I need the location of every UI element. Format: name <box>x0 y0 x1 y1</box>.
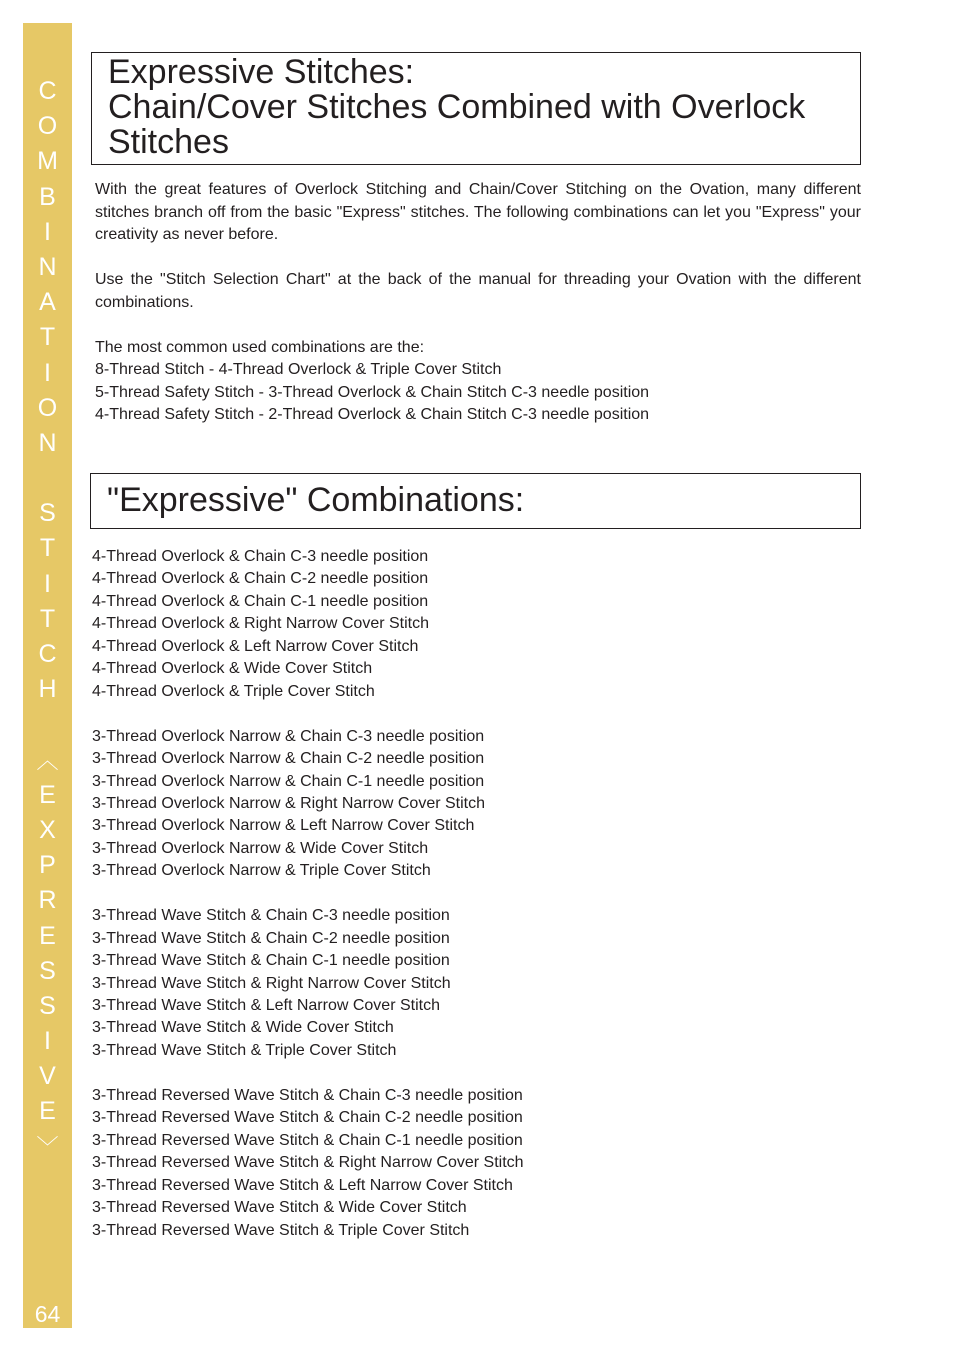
side-tab-letter: ︿ <box>36 747 59 773</box>
combination-item: 4-Thread Overlock & Chain C-2 needle position <box>92 570 429 588</box>
side-tab-letter: M <box>37 147 58 176</box>
side-tab-letter: H <box>38 675 57 704</box>
combination-item: 3-Thread Reversed Wave Stitch & Triple Cover Stitch <box>92 1221 470 1239</box>
side-tab-letter: I <box>44 569 51 598</box>
side-tab-letter: C <box>38 77 57 105</box>
page-title-box <box>91 52 861 165</box>
combination-item: 3-Thread Reversed Wave Stitch & Chain C-3 needle position <box>92 1086 523 1104</box>
side-tab-letter: E <box>39 921 56 950</box>
common-heading: The most common used combinations are the: <box>95 338 425 356</box>
combination-item: 3-Thread Reversed Wave Stitch & Wide Cover Stitch <box>92 1199 467 1217</box>
side-tab-letter: S <box>39 991 56 1020</box>
side-tab-letters <box>23 74 72 1165</box>
combination-item: 3-Thread Reversed Wave Stitch & Chain C-1 needle position <box>92 1131 523 1149</box>
combination-item: 3-Thread Overlock Narrow & Triple Cover Stitch <box>92 862 431 880</box>
side-tab-letter: S <box>39 499 56 528</box>
combination-item: 4-Thread Overlock & Chain C-1 needle position <box>92 592 429 610</box>
combination-item: 4-Thread Overlock & Chain C-3 needle position <box>92 548 429 565</box>
side-tab-letter: S <box>39 956 56 985</box>
side-tab-letter: I <box>44 1027 51 1056</box>
combination-item: 3-Thread Overlock Narrow & Right Narrow Cover Stitch <box>92 794 486 812</box>
section-title-box <box>90 473 861 529</box>
side-tab-letter: R <box>38 886 57 915</box>
side-tab-letter: E <box>39 1097 56 1126</box>
side-tab-letter: O <box>37 393 58 422</box>
side-tab-letter: E <box>39 780 56 809</box>
side-tab-letter: X <box>39 815 56 844</box>
side-tab-letter: V <box>39 1062 56 1091</box>
side-tab-letter: I <box>44 217 51 246</box>
side-tab-letter: N <box>38 428 57 457</box>
combination-item: 3-Thread Wave Stitch & Chain C-2 needle position <box>92 929 450 947</box>
combination-item: 4-Thread Overlock & Wide Cover Stitch <box>92 660 373 678</box>
intro-paragraph-1: With the great features of Overlock Stitching and Chain/Cover Stitching on the Ovation, many different stitches branch off from the basic "Express" stitches. The following combinations can let you "Express" your creativity as never before. <box>95 181 861 243</box>
combination-item: 3-Thread Wave Stitch & Right Narrow Cover Stitch <box>92 974 451 992</box>
combination-item: 4-Thread Overlock & Left Narrow Cover Stitch <box>92 637 419 655</box>
page-title-line-2: Chain/Cover Stitches Combined with Overlock <box>108 88 806 126</box>
common-combinations <box>95 337 861 427</box>
side-tab-letter: T <box>39 323 56 352</box>
common-item: 5-Thread Safety Stitch - 3-Thread Overlock & Chain Stitch C-3 needle position <box>95 383 650 401</box>
combination-item: 3-Thread Wave Stitch & Triple Cover Stitch <box>92 1041 397 1059</box>
combination-group <box>92 1085 852 1242</box>
intro-paragraph-2: Use the "Stitch Selection Chart" at the back of the manual for threading your Ovation with the different combinations. <box>95 271 861 311</box>
combination-group <box>92 905 852 1062</box>
combination-item: 4-Thread Overlock & Triple Cover Stitch <box>92 682 375 700</box>
page-title <box>108 55 805 160</box>
side-tab <box>23 23 72 1328</box>
combination-item: 3-Thread Wave Stitch & Chain C-3 needle position <box>92 907 450 925</box>
combination-item: 3-Thread Overlock Narrow & Wide Cover Stitch <box>92 839 429 857</box>
combination-item: 3-Thread Reversed Wave Stitch & Right Narrow Cover Stitch <box>92 1154 524 1172</box>
side-tab-letter: I <box>44 358 51 387</box>
combination-item: 3-Thread Overlock Narrow & Left Narrow Cover Stitch <box>92 817 475 835</box>
combination-item: 3-Thread Overlock Narrow & Chain C-3 needle position <box>92 727 485 745</box>
common-item: 4-Thread Safety Stitch - 2-Thread Overlock & Chain Stitch C-3 needle position <box>95 406 650 423</box>
combination-item: 4-Thread Overlock & Right Narrow Cover Stitch <box>92 615 429 633</box>
side-tab-letter: P <box>39 851 56 880</box>
side-tab-letter: N <box>38 252 57 281</box>
side-tab-letter: T <box>39 604 56 633</box>
intro-section <box>95 179 861 427</box>
combination-item: 3-Thread Overlock Narrow & Chain C-1 needle position <box>92 772 485 790</box>
side-tab-letter: O <box>37 112 58 141</box>
combination-item: 3-Thread Reversed Wave Stitch & Left Narrow Cover Stitch <box>92 1176 513 1194</box>
side-tab-letter: C <box>38 640 57 668</box>
combination-item: 3-Thread Wave Stitch & Left Narrow Cover Stitch <box>92 997 440 1015</box>
side-tab-letter: A <box>39 288 56 317</box>
section-title: "Expressive" Combinations: <box>107 481 525 519</box>
combination-item: 3-Thread Wave Stitch & Chain C-1 needle position <box>92 952 450 970</box>
page-title-line-3: Stitches <box>108 123 229 161</box>
combination-list <box>92 546 852 1242</box>
common-item: 8-Thread Stitch - 4-Thread Overlock & Triple Cover Stitch <box>95 361 502 378</box>
side-tab-letter: T <box>39 534 56 563</box>
combination-group <box>92 726 852 883</box>
page-number: 64 <box>34 1301 61 1327</box>
combination-item: 3-Thread Wave Stitch & Wide Cover Stitch <box>92 1019 394 1037</box>
combination-item: 3-Thread Overlock Narrow & Chain C-2 needle position <box>92 750 485 768</box>
side-tab-letter: ﹀ <box>36 1134 59 1160</box>
page-title-line-1: Expressive Stitches: <box>108 53 415 91</box>
side-tab-letter: B <box>39 182 56 211</box>
combination-item: 3-Thread Reversed Wave Stitch & Chain C-2 needle position <box>92 1109 523 1127</box>
combination-group <box>92 546 852 703</box>
